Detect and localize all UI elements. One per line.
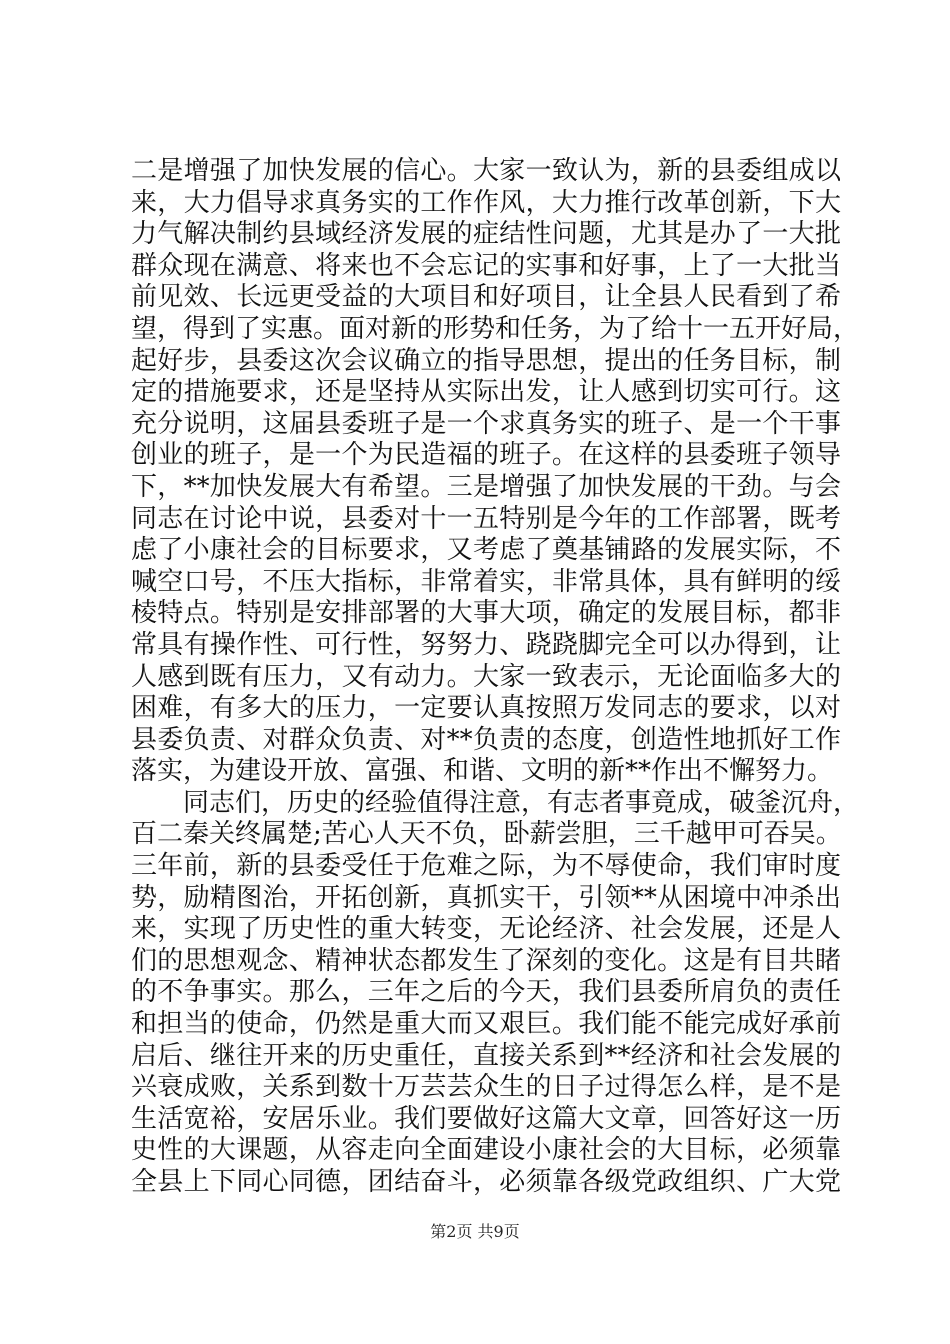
text-line: 虑了小康社会的目标要求，又考虑了奠基铺路的发展实际，不 (131, 535, 841, 566)
text-line: 全县上下同心同德，团结奋斗，必须靠各级党政组织、广大党 (131, 1167, 841, 1197)
text-line: 常具有操作性、可行性，努努力、跷跷脚完全可以办得到，让 (131, 629, 841, 660)
text-line: 望，得到了实惠。面对新的形势和任务，为了给十一五开好局， (131, 313, 860, 344)
text-line: 棱特点。特别是安排部署的大事大项，确定的发展目标，都非 (131, 598, 841, 629)
text-line: 前见效、长远更受益的大项目和好项目，让全县人民看到了希 (131, 282, 841, 313)
text-line: 兴衰成败，关系到数十万芸芸众生的日子过得怎么样，是不是 (131, 1072, 841, 1103)
text-line: 力气解决制约县域经济发展的症结性问题，尤其是办了一大批 (131, 219, 841, 250)
text-line: 县委负责、对群众负责、对**负责的态度，创造性地抓好工作 (131, 724, 841, 755)
text-line: 落实，为建设开放、富强、和谐、文明的新**作出不懈努力。 (131, 756, 834, 787)
text-line: 和担当的使命，仍然是重大而又艰巨。我们能不能完成好承前 (131, 1009, 841, 1040)
text-line: 定的措施要求，还是坚持从实际出发，让人感到切实可行。这 (131, 377, 841, 408)
text-line: 来，大力倡导求真务实的工作作风，大力推行改革创新，下大 (131, 187, 841, 218)
text-line: 喊空口号，不压大指标，非常着实，非常具体，具有鲜明的绥 (131, 566, 841, 597)
paragraph-first-line: 同志们，历史的经验值得注意，有志者事竟成，破釜沉舟， (183, 787, 860, 818)
text-line: 充分说明，这届县委班子是一个求真务实的班子、是一个干事 (131, 408, 841, 439)
text-line: 同志在讨论中说，县委对十一五特别是今年的工作部署，既考 (131, 503, 841, 534)
text-line: 困难，有多大的压力，一定要认真按照万发同志的要求，以对 (131, 693, 841, 724)
body-text (131, 156, 860, 1199)
text-line: 下，**加快发展大有希望。三是增强了加快发展的干劲。与会 (131, 471, 841, 502)
text-line: 三年前，新的县委受任于危难之际，为不辱使命，我们审时度 (131, 851, 841, 882)
text-line: 二是增强了加快发展的信心。大家一致认为，新的县委组成以 (131, 156, 841, 186)
text-line: 群众现在满意、将来也不会忘记的实事和好事，上了一大批当 (131, 250, 841, 281)
text-line: 生活宽裕，安居乐业。我们要做好这篇大文章，回答好这一历 (131, 1103, 841, 1134)
text-line: 史性的大课题，从容走向全面建设小康社会的大目标，必须靠 (131, 1135, 841, 1166)
text-line: 人感到既有压力，又有动力。大家一致表示，无论面临多大的 (131, 661, 841, 692)
text-line: 们的思想观念、精神状态都发生了深刻的变化。这是有目共睹 (131, 945, 841, 976)
text-line: 来，实现了历史性的重大转变，无论经济、社会发展，还是人 (131, 914, 841, 945)
text-line: 创业的班子，是一个为民造福的班子。在这样的县委班子领导 (131, 440, 841, 471)
text-line: 启后、继往开来的历史重任，直接关系到**经济和社会发展的 (131, 1040, 841, 1071)
page-number-footer: 第2页 共9页 (430, 1222, 520, 1241)
text-line: 的不争事实。那么，三年之后的今天，我们县委所肩负的责任 (131, 977, 841, 1008)
text-line: 势，励精图治，开拓创新，真抓实干，引领**从困境中冲杀出 (131, 882, 841, 913)
text-line: 起好步，县委这次会议确立的指导思想，提出的任务目标，制 (131, 345, 841, 376)
text-line: 百二秦关终属楚;苦心人天不负，卧薪尝胆，三千越甲可吞吴。 (131, 819, 842, 850)
